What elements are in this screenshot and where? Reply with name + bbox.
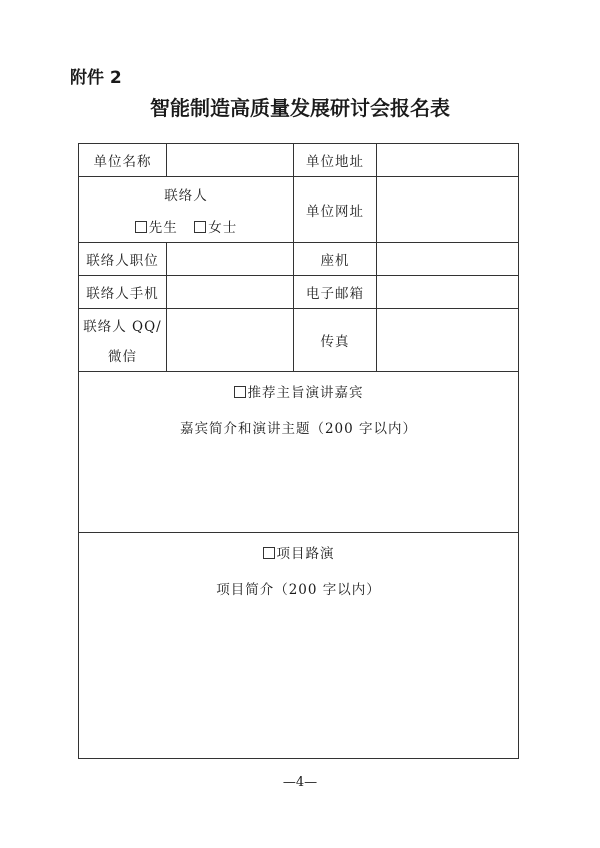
registration-form-table xyxy=(78,143,519,759)
qq-label-line1: 联络人 QQ/ xyxy=(83,319,162,335)
keynote-section[interactable] xyxy=(79,372,519,533)
email-field[interactable] xyxy=(377,276,519,309)
org-website-field[interactable] xyxy=(377,177,519,243)
contact-label: 联络人 xyxy=(164,187,208,204)
mobile-label: 联络人手机 xyxy=(79,276,167,309)
fax-label: 传真 xyxy=(294,309,377,372)
roadshow-checkbox[interactable] xyxy=(263,547,275,559)
fax-field[interactable] xyxy=(377,309,519,372)
org-name-field[interactable] xyxy=(167,144,294,177)
landline-label: 座机 xyxy=(294,243,377,276)
mobile-field[interactable] xyxy=(167,276,294,309)
keynote-option xyxy=(79,381,518,401)
position-label: 联络人职位 xyxy=(79,243,167,276)
qq-label-cell xyxy=(79,309,167,372)
row-contact xyxy=(79,177,519,243)
ms-checkbox[interactable] xyxy=(194,221,206,233)
page-number: —4— xyxy=(282,775,318,790)
landline-field[interactable] xyxy=(377,243,519,276)
row-position xyxy=(79,243,519,276)
row-keynote xyxy=(79,372,519,533)
roadshow-section[interactable] xyxy=(79,533,519,759)
salutation-group xyxy=(79,216,293,236)
ms-label: 女士 xyxy=(208,219,238,236)
org-address-label: 单位地址 xyxy=(294,144,377,177)
row-mobile xyxy=(79,276,519,309)
qq-label-line2: 微信 xyxy=(108,349,137,365)
row-qq xyxy=(79,309,519,372)
mr-checkbox[interactable] xyxy=(135,221,147,233)
roadshow-description: 项目简介（200 字以内） xyxy=(216,582,381,598)
qq-field[interactable] xyxy=(167,309,294,372)
email-label: 电子邮箱 xyxy=(294,276,377,309)
org-address-field[interactable] xyxy=(377,144,519,177)
contact-cell xyxy=(79,177,294,243)
org-website-label: 单位网址 xyxy=(294,177,377,243)
mr-label: 先生 xyxy=(148,219,178,236)
attachment-label: 附件 2 xyxy=(70,68,122,88)
row-org-name xyxy=(79,144,519,177)
keynote-checkbox[interactable] xyxy=(234,386,246,398)
org-name-label: 单位名称 xyxy=(79,144,167,177)
keynote-label: 推荐主旨演讲嘉宾 xyxy=(247,385,364,401)
roadshow-option xyxy=(79,542,518,562)
row-roadshow xyxy=(79,533,519,759)
position-field[interactable] xyxy=(167,243,294,276)
keynote-description: 嘉宾简介和演讲主题（200 字以内） xyxy=(179,421,418,437)
roadshow-label: 项目路演 xyxy=(276,546,335,562)
form-title: 智能制造高质量发展研讨会报名表 xyxy=(150,96,450,120)
